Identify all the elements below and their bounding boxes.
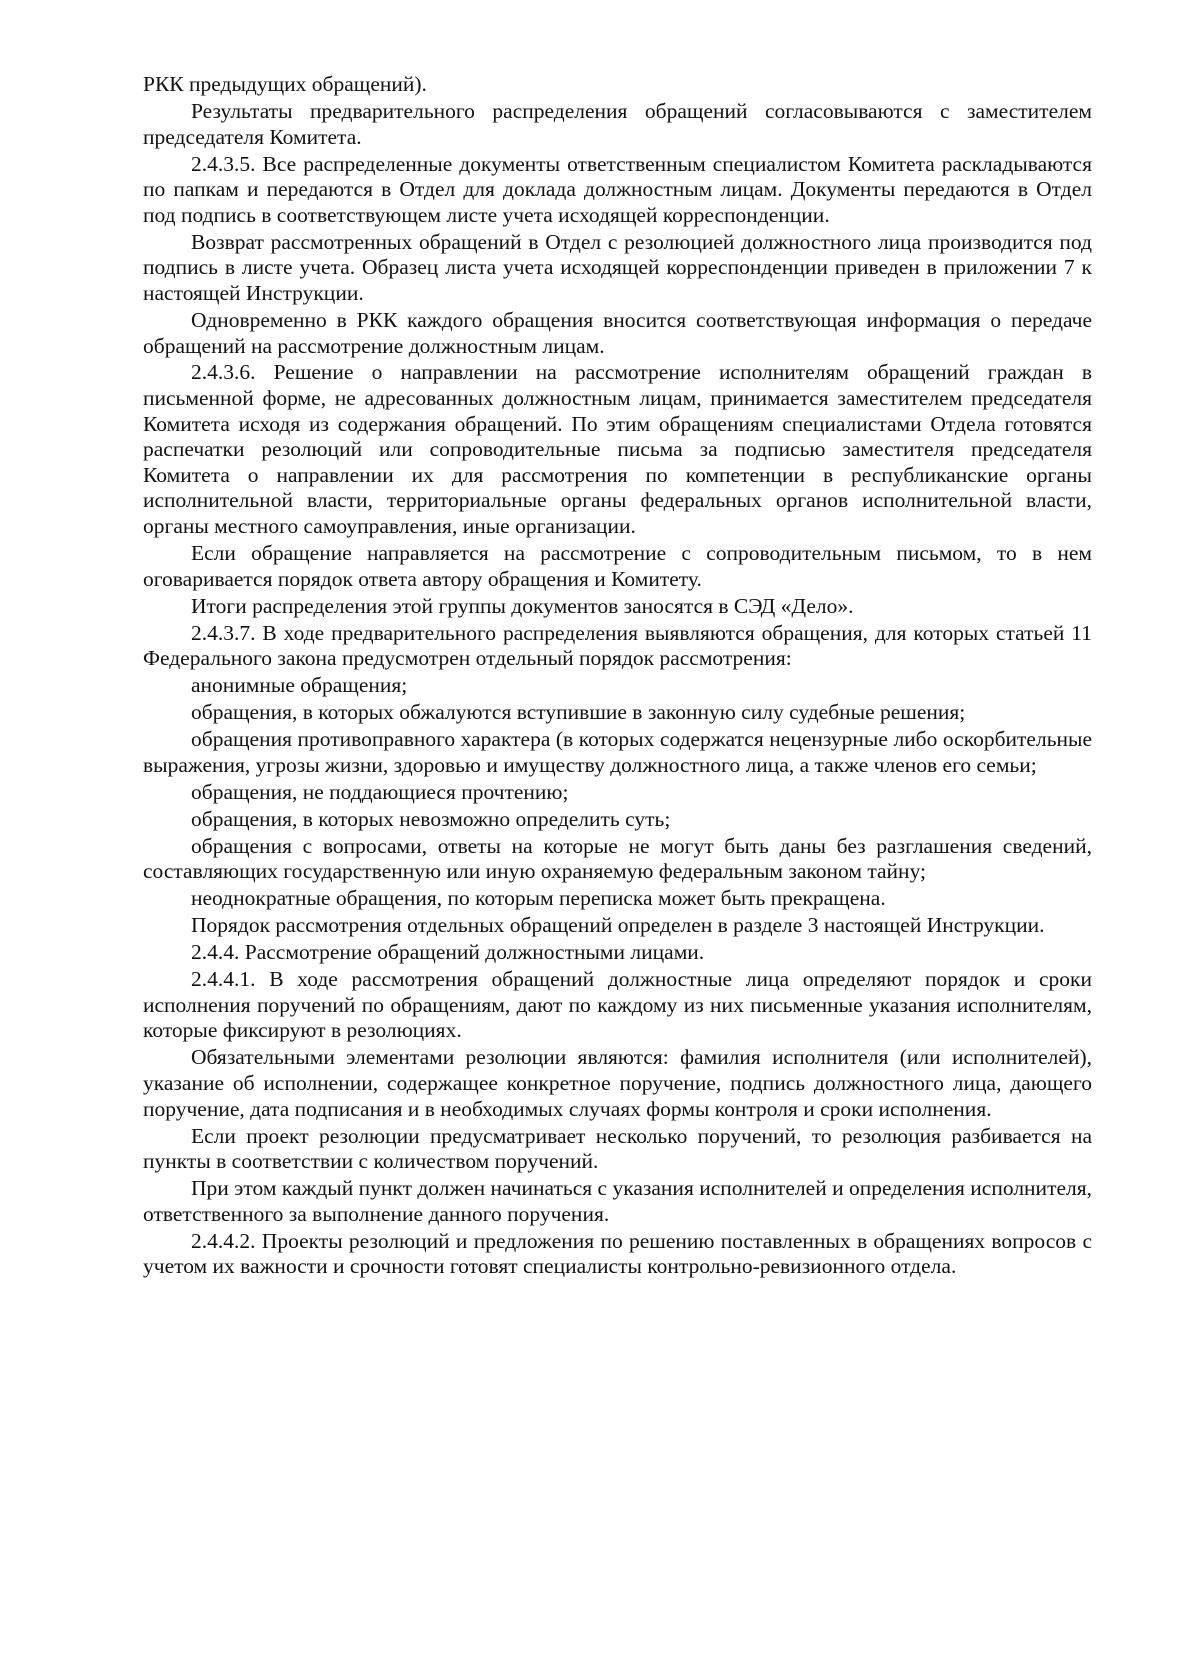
- paragraph: 2.4.3.7. В ходе предварительного распределения выявляются обращения, для которых статьей 11 Федерального закона предусмотрен отдельный порядок рассмотрения:: [143, 620, 1092, 671]
- section-heading: 2.4.4. Рассмотрение обращений должностными лицами.: [191, 940, 705, 965]
- paragraph: Итоги распределения этой группы документов заносятся в СЭД «Дело».: [191, 593, 854, 618]
- paragraph: Если обращение направляется на рассмотрение с сопроводительным письмом, то в нем оговаривается порядок ответа автору обращения и Комитету.: [143, 541, 1092, 591]
- list-item: обращения, в которых невозможно определить суть;: [191, 806, 671, 831]
- paragraph: Обязательными элементами резолюции являются: фамилия исполнителя (или исполнителей), указание об исполнении, содержащее конкретное поручение, подпись должностного лица, дающего поручение, дата подписания и в необходимых случаях формы контроля и сроки исполнения.: [143, 1045, 1092, 1121]
- paragraph: 2.4.4.1. В ходе рассмотрения обращений должностные лица определяют порядок и сроки исполнения поручений по обращениям, дают по каждому из них письменные указания исполнителям, которые фиксируют в резолюциях.: [143, 967, 1092, 1043]
- paragraph: Возврат рассмотренных обращений в Отдел с резолюцией должностного лица производится под подпись в листе учета. Образец листа учета исходящей корреспонденции приведен в приложении 7 к настоящей Инструкции.: [143, 229, 1092, 305]
- paragraph: РКК предыдущих обращений).: [143, 72, 427, 96]
- paragraph: 2.4.3.5. Все распределенные документы ответственным специалистом Комитета раскладываются по папкам и передаются в Отдел для доклада должностным лицам. Документы передаются в Отдел под подпись в соответствующем листе учета исходящей корреспонденции.: [143, 151, 1092, 227]
- list-item: обращения, не поддающиеся прочтению;: [191, 779, 569, 804]
- list-item: анонимные обращения;: [191, 673, 408, 698]
- paragraph: Если проект резолюции предусматривает несколько поручений, то резолюция разбивается на пункты в соответствии с количеством поручений.: [143, 1123, 1092, 1174]
- paragraph: 2.4.3.6. Решение о направлении на рассмотрение исполнителям обращений граждан в письменной форме, не адресованных должностным лицам, принимается заместителем председателя Комитета исходя из содержания обращений. По этим обращениям специалистами Отдела готовятся распечатки резолюций или сопроводительные письма за подписью заместителя председателя Комитета о направлении их для рассмотрения по компетенции в республиканские органы исполнительной власти, территориальные органы федеральных органов исполнительной власти, органы местного самоуправления, иные организации.: [143, 360, 1092, 539]
- paragraph: 2.4.4.2. Проекты резолюций и предложения по решению поставленных в обращениях вопросов с учетом их важности и срочности готовят специалисты контрольно-ревизионного отдела.: [143, 1228, 1092, 1279]
- paragraph: Результаты предварительного распределения обращений согласовываются с заместителем председателя Комитета.: [143, 98, 1092, 149]
- list-item: обращения, в которых обжалуются вступившие в законную силу судебные решения;: [191, 700, 966, 725]
- paragraph: Одновременно в РКК каждого обращения вносится соответствующая информация о передаче обращений на рассмотрение должностным лицам.: [143, 307, 1092, 358]
- paragraph: Порядок рассмотрения отдельных обращений определен в разделе 3 настоящей Инструкции.: [191, 913, 1045, 938]
- list-item: неоднократные обращения, по которым переписка может быть прекращена.: [191, 886, 886, 911]
- paragraph: При этом каждый пункт должен начинаться с указания исполнителей и определения исполнителя, ответственного за выполнение данного поручения.: [143, 1176, 1092, 1226]
- list-item: обращения с вопросами, ответы на которые не могут быть даны без разглашения сведений, составляющих государственную или иную охраняемую федеральным законом тайну;: [143, 833, 1092, 884]
- list-item: обращения противоправного характера (в которых содержатся нецензурные либо оскорбительные выражения, угрозы жизни, здоровью и имуществу должностного лица, а также членов его семьи;: [143, 727, 1092, 777]
